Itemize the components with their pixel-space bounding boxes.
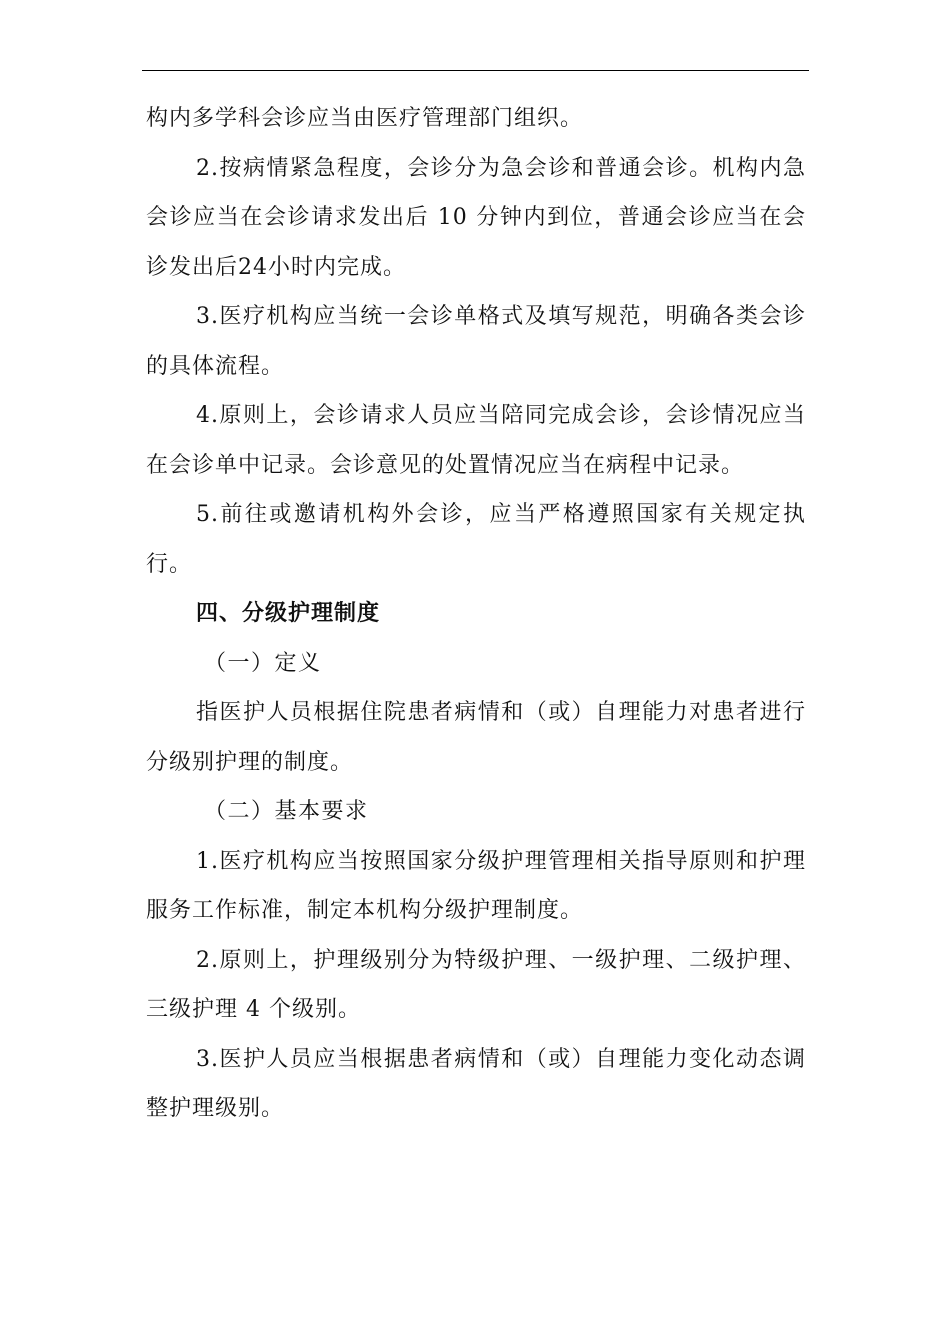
paragraph: 指医护人员根据住院患者病情和（或）自理能力对患者进行分级别护理的制度。 xyxy=(146,700,806,775)
subsection-heading: （一）定义 xyxy=(204,650,322,676)
paragraph: 构内多学科会诊应当由医疗管理部门组织。 xyxy=(146,106,584,131)
paragraph: 5.前往或邀请机构外会诊，应当严格遵照国家有关规定执行。 xyxy=(146,502,806,577)
subsection-heading: （二）基本要求 xyxy=(204,799,369,824)
paragraph: 2.原则上，护理级别分为特级护理、一级护理、二级护理、三级护理 4 个级别。 xyxy=(146,947,806,1022)
paragraph: 2.按病情紧急程度，会诊分为急会诊和普通会诊。机构内急会诊应当在会诊请求发出后 10 分钟内到位，普通会诊应当在会诊发出后24小时内完成。 xyxy=(146,155,806,280)
paragraph: 3.医护人员应当根据患者病情和（或）自理能力变化动态调整护理级别。 xyxy=(146,1046,806,1121)
section-heading: 四、分级护理制度 xyxy=(196,601,381,626)
paragraph: 1.医疗机构应当按照国家分级护理管理相关指导原则和护理服务工作标准，制定本机构分级护理制度。 xyxy=(146,848,806,923)
paragraph: 4.原则上，会诊请求人员应当陪同完成会诊，会诊情况应当在会诊单中记录。会诊意见的处置情况应当在病程中记录。 xyxy=(146,403,806,478)
document-body xyxy=(146,94,806,1134)
paragraph: 3.医疗机构应当统一会诊单格式及填写规范，明确各类会诊的具体流程。 xyxy=(146,304,806,379)
header-rule xyxy=(142,70,809,71)
